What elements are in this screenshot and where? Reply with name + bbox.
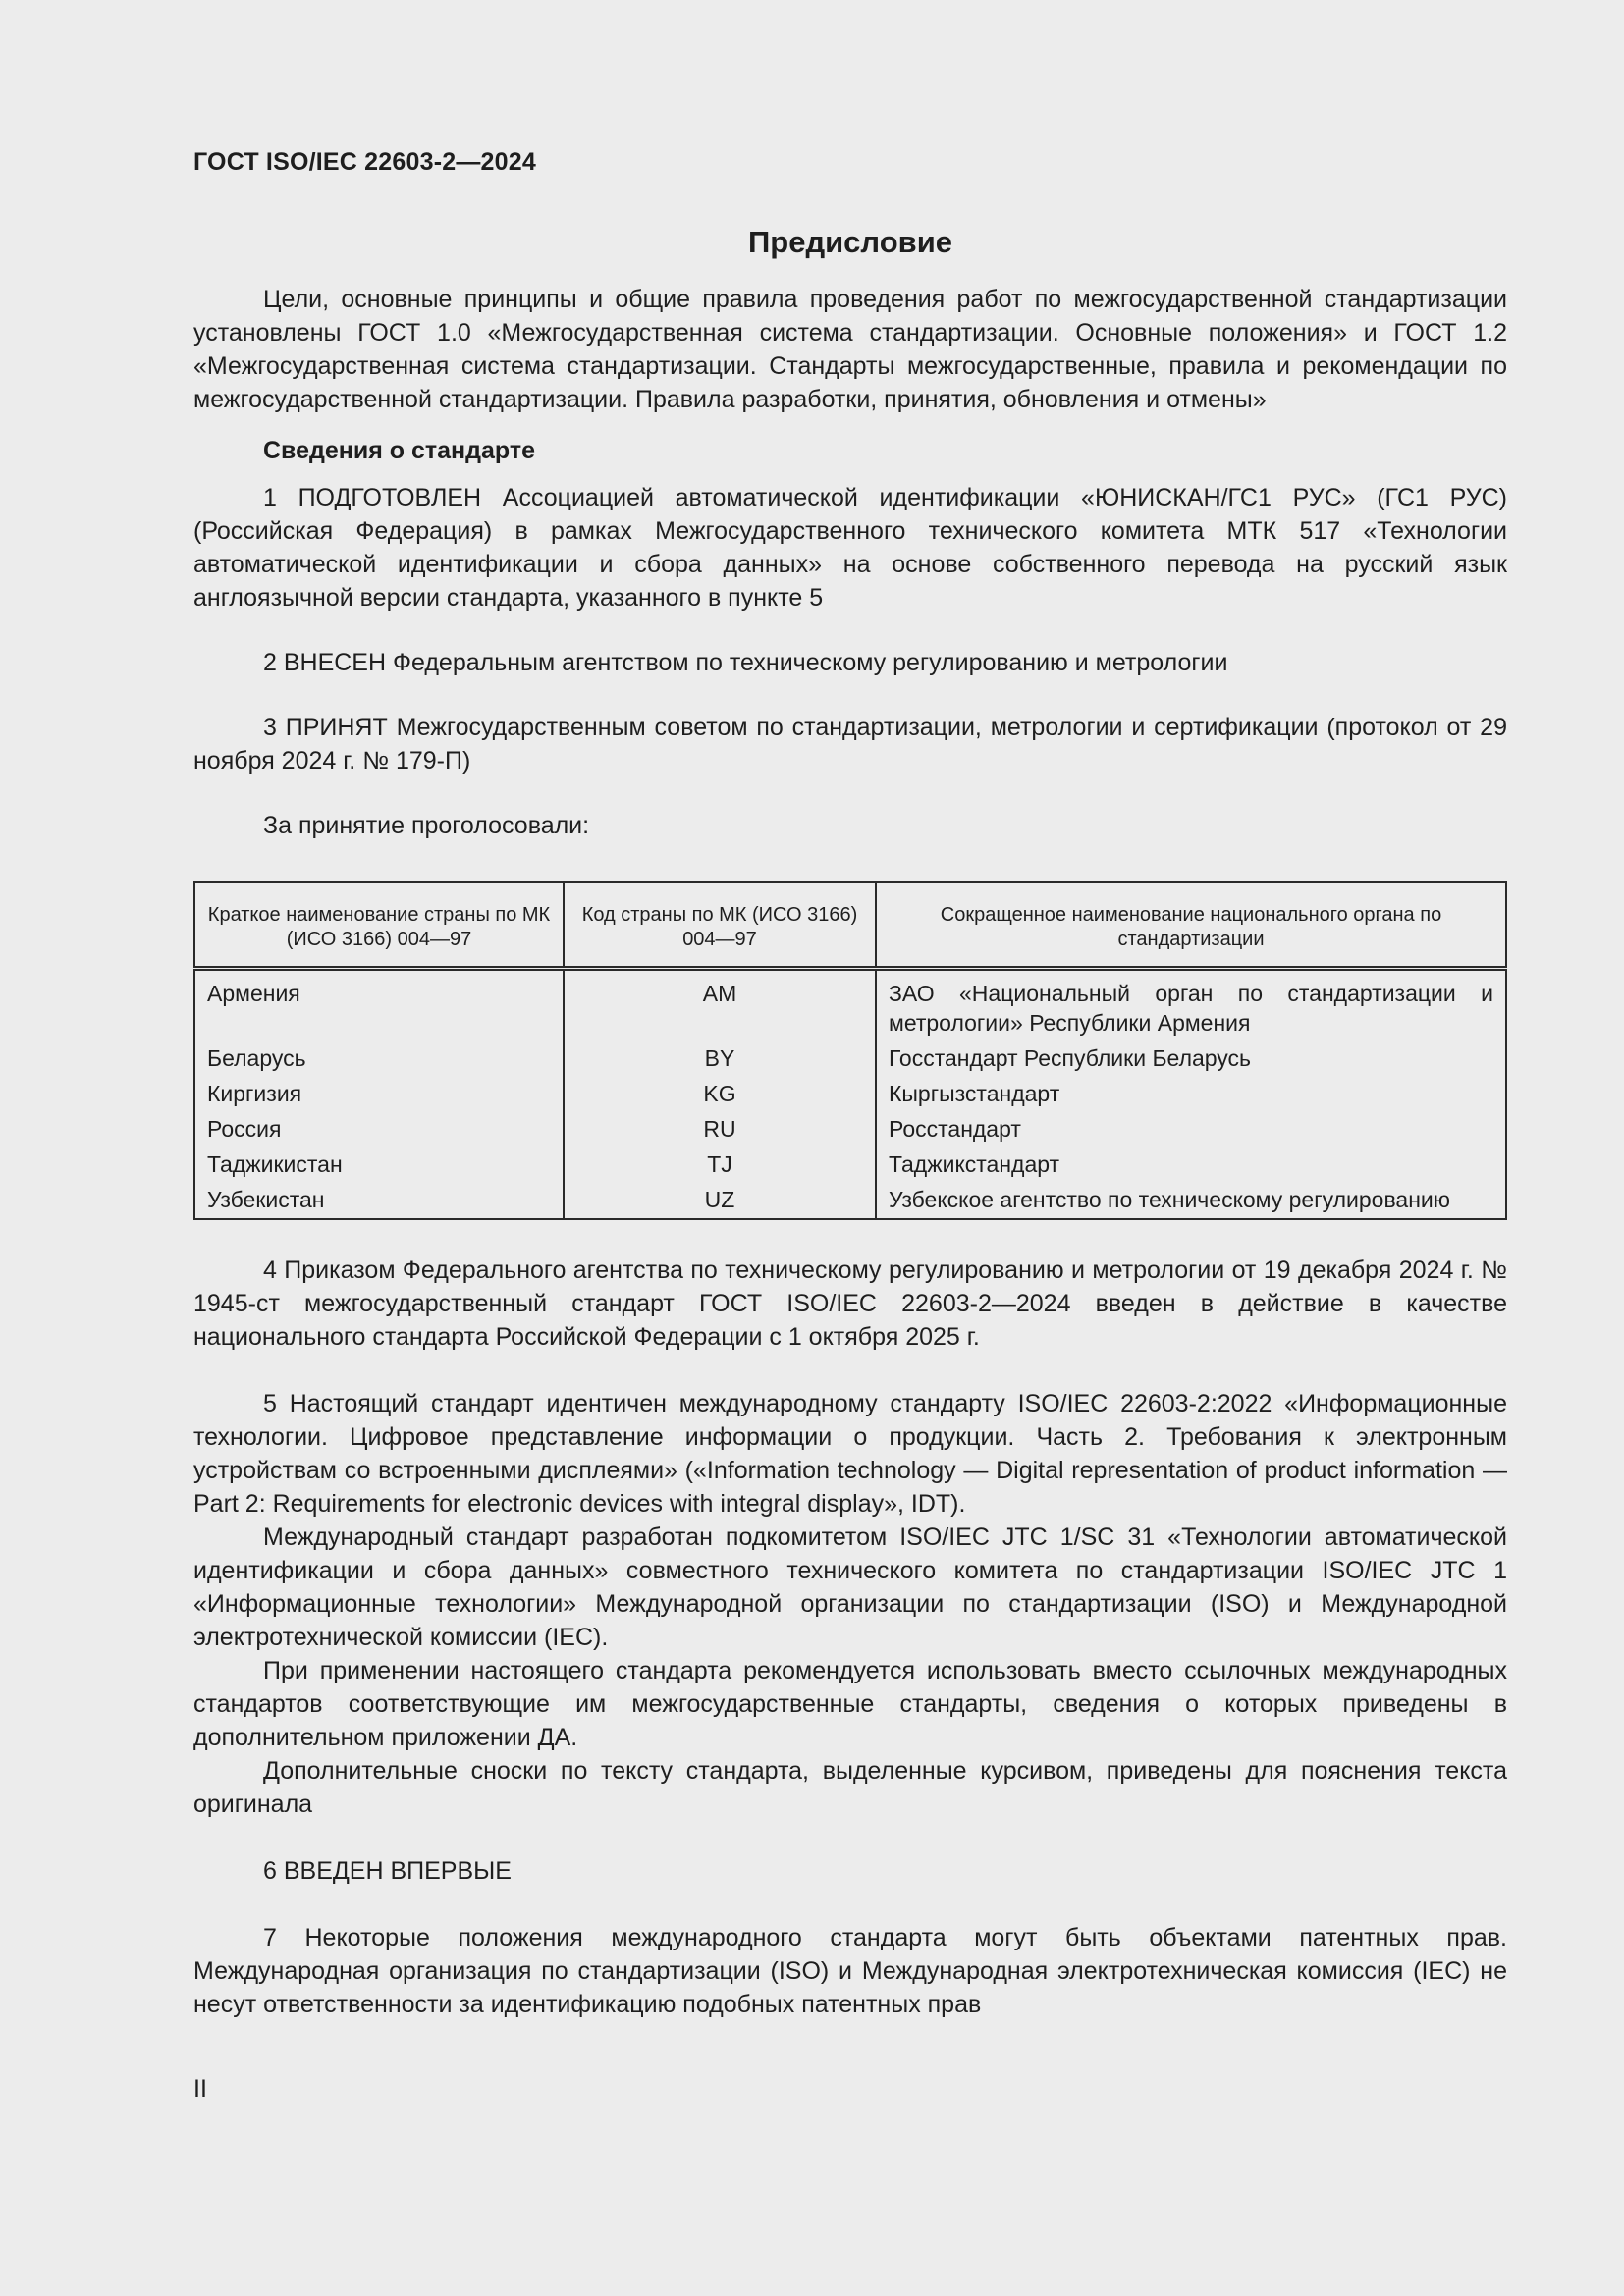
table-row [194, 1111, 1506, 1147]
country-name-cell: Армения [194, 969, 564, 1041]
country-code-cell: RU [564, 1111, 876, 1147]
item-5-references: При применении настоящего стандарта рекомендуется использовать вместо ссылочных международных стандартов соответствующие им межгосударственные стандарты, сведения о которых приведены в дополнительном приложении ДА. [193, 1657, 1507, 1751]
national-body-cell: Таджикстандарт [876, 1147, 1506, 1182]
item-4-order: 4 Приказом Федерального агентства по техническому регулированию и метрологии от 19 декабря 2024 г. № 1945-ст межгосударственный стандарт ГОСТ ISO/IEC 22603-2—2024 введен в действие в качестве национального стандарта Российской Федерации с 1 октября 2025 г. [193, 1256, 1507, 1351]
country-name-cell: Россия [194, 1111, 564, 1147]
foreword-content [193, 218, 1507, 2021]
item-6-introduced: 6 ВВЕДЕН ВПЕРВЫЕ [263, 1857, 512, 1885]
voting-countries-table [193, 881, 1507, 1220]
page-number: II [193, 2075, 207, 2103]
country-code-cell: BY [564, 1041, 876, 1076]
voted-label: За принятие проголосовали: [263, 812, 590, 839]
item-5-identical: 5 Настоящий стандарт идентичен международному стандарту ISO/IEC 22603-2:2022 «Информационные технологии. Цифровое представление информации о продукции. Часть 2. Требования к электронным устройствам со встроенными дисплеями» («Information technology — Digital representation of product information — Part 2: Requirements for electronic devices with integral display», IDT). [193, 1390, 1507, 1518]
page-title: Предисловие [747, 225, 952, 259]
column-header-country-code: Код страны по МК (ИСО 3166) 004—97 [564, 882, 876, 969]
column-header-national-body: Сокращенное наименование национального органа по стандартизации [876, 882, 1506, 969]
country-name-cell: Таджикистан [194, 1147, 564, 1182]
table-row [194, 1076, 1506, 1111]
table-header-row [194, 882, 1506, 969]
item-5-developer: Международный стандарт разработан подкомитетом ISO/IEC JTC 1/SC 31 «Технологии автоматической идентификации и сбора данных» совместного технического комитета по стандартизации ISO/IEC JTC 1 «Информационные технологии» Международной организации по стандартизации (ISO) и Международной электротехнической комиссии (IEC). [193, 1523, 1507, 1651]
country-code-cell: TJ [564, 1147, 876, 1182]
item-3-adopted: 3 ПРИНЯТ Межгосударственным советом по стандартизации, метрологии и сертификации (протокол от 29 ноября 2024 г. № 179-П) [193, 714, 1507, 774]
country-code-cell: KG [564, 1076, 876, 1111]
column-header-country-name: Краткое наименование страны по МК (ИСО 3166) 004—97 [194, 882, 564, 969]
table-row [194, 969, 1506, 1041]
national-body-cell: Госстандарт Республики Беларусь [876, 1041, 1506, 1076]
table-row [194, 1147, 1506, 1182]
item-2-submitted: 2 ВНЕСЕН Федеральным агентством по техническому регулированию и метрологии [263, 649, 1228, 676]
table-row [194, 1041, 1506, 1076]
country-name-cell: Беларусь [194, 1041, 564, 1076]
national-body-cell: Кыргызстандарт [876, 1076, 1506, 1111]
intro-paragraph: Цели, основные принципы и общие правила проведения работ по межгосударственной стандартизации установлены ГОСТ 1.0 «Межгосударственная система стандартизации. Основные положения» и ГОСТ 1.2 «Межгосударственная система стандартизации. Стандарты межгосударственные, правила и рекомендации по межгосударственной стандартизации. Правила разработки, принятия, обновления и отмены» [193, 286, 1507, 413]
document-code-header: ГОСТ ISO/IEC 22603-2—2024 [193, 148, 536, 176]
country-name-cell: Узбекистан [194, 1182, 564, 1219]
national-body-cell: Росстандарт [876, 1111, 1506, 1147]
item-7-patents: 7 Некоторые положения международного стандарта могут быть объектами патентных прав. Международная организация по стандартизации (ISO) и Международная электротехническая комиссия (IEC) не несут ответственности за идентификацию подобных патентных прав [193, 1924, 1507, 2018]
national-body-cell: ЗАО «Национальный орган по стандартизации и метрологии» Республики Армения [876, 969, 1506, 1041]
standard-info-heading: Сведения о стандарте [263, 437, 536, 464]
item-5-footnotes: Дополнительные сноски по тексту стандарта, выделенные курсивом, приведены для пояснения текста оригинала [193, 1757, 1507, 1818]
country-code-cell: UZ [564, 1182, 876, 1219]
country-name-cell: Киргизия [194, 1076, 564, 1111]
country-code-cell: AM [564, 969, 876, 1041]
national-body-cell: Узбекское агентство по техническому регулированию [876, 1182, 1506, 1219]
table-row [194, 1182, 1506, 1219]
item-1-prepared: 1 ПОДГОТОВЛЕН Ассоциацией автоматической идентификации «ЮНИСКАН/ГС1 РУС» (ГС1 РУС) (Российская Федерация) в рамках Межгосударственного технического комитета МТК 517 «Технологии автоматической идентификации и сбора данных» на основе собственного перевода на русский язык англоязычной версии стандарта, указанного в пункте 5 [193, 484, 1507, 612]
